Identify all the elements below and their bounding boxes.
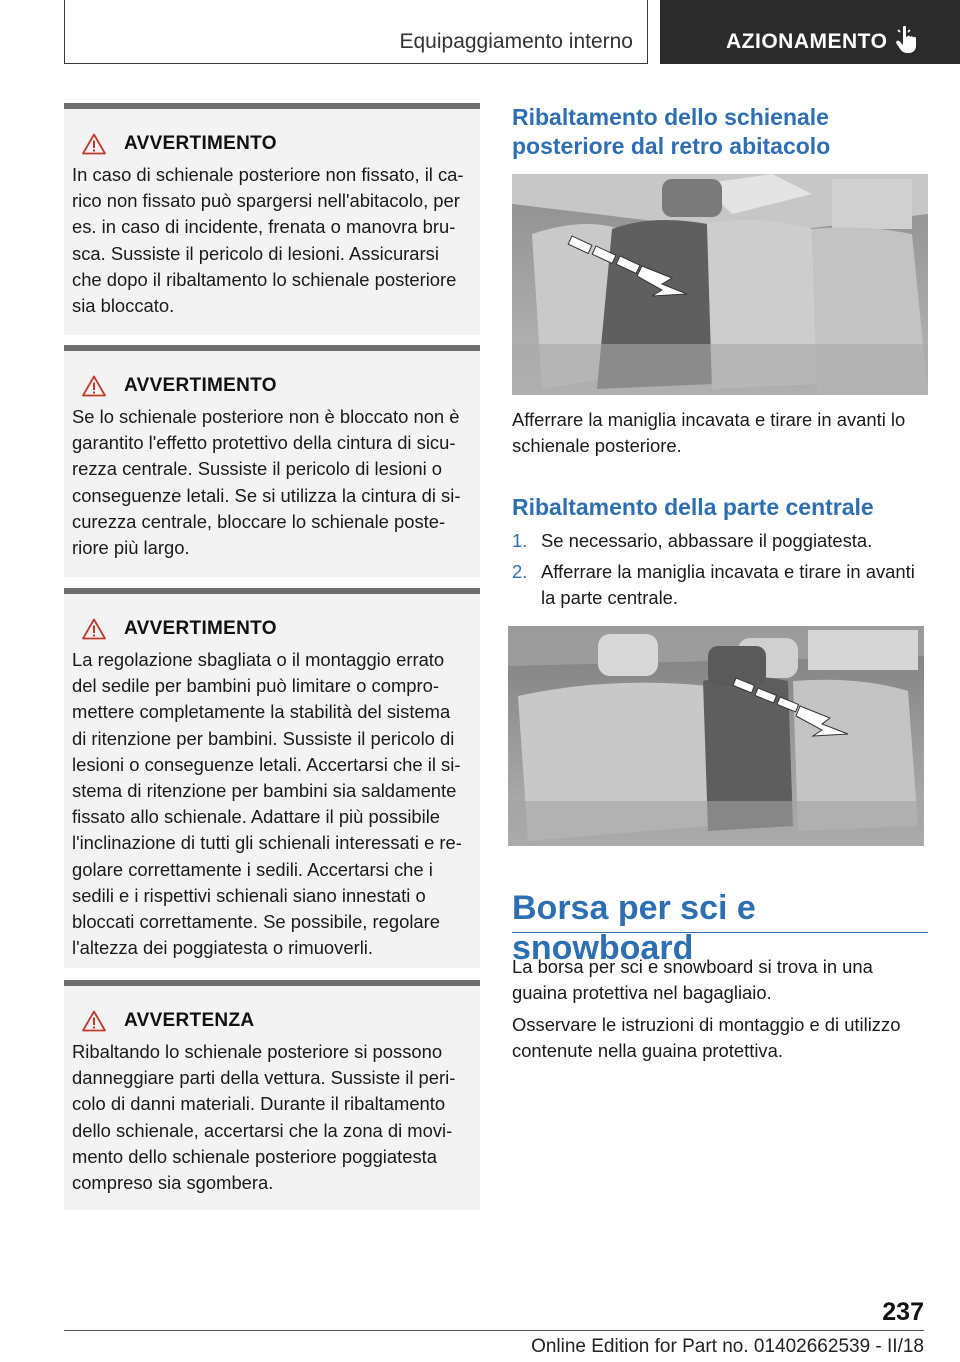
step-number: 1. <box>512 530 528 551</box>
list-item <box>512 559 932 611</box>
warning-triangle-icon <box>82 133 106 155</box>
warning-triangle-icon <box>82 1010 106 1032</box>
warning-triangle-icon <box>82 618 106 640</box>
list-item <box>512 528 932 554</box>
rear-backrest-photo <box>512 174 928 395</box>
footer-edition: Online Edition for Part no. 01402662539 - II/18 <box>531 1336 924 1357</box>
warning-box-1 <box>64 103 480 335</box>
page-title-ski-bag: Borsa per sci e snowboard <box>512 888 928 933</box>
header-section-tab <box>64 0 648 64</box>
header-chapter-tab <box>660 0 960 64</box>
warning-triangle-icon <box>82 375 106 397</box>
warning-text: In caso di schienale posteriore non fissato, il ca- rico non fissato può spargersi nell'abitacolo, per es. in caso di incidente, frenata o manovra bru- sca. Sussiste il pericolo di lesioni. Assicurarsi che dopo il ribaltamento lo schienale posteriore sia bloccato. <box>72 164 464 317</box>
warning-box-2 <box>64 345 480 577</box>
warning-title: AVVERTIMENTO <box>124 375 277 396</box>
center-section-photo <box>508 626 924 846</box>
step-text: Afferrare la maniglia incavata e tirare in avanti la parte centrale. <box>541 561 915 608</box>
warning-text: Ribaltando lo schienale posteriore si possono danneggiare parti della vettura. Sussiste il peri- colo di danni materiali. Durante il ribaltamento dello schienale, accertarsi che la zona di movi- mento dello schienale posteriore poggiatesta compreso sia sgombera. <box>72 1041 456 1194</box>
section-heading-rear-backrest: Ribaltamento dello schienale posteriore dal retro abitacolo <box>512 104 831 159</box>
header-section-title: Equipaggiamento interno <box>399 30 633 53</box>
warning-title: AVVERTENZA <box>124 1010 255 1031</box>
warning-box-3 <box>64 588 480 968</box>
header-chapter-title: AZIONAMENTO <box>726 30 888 53</box>
section1-text: Afferrare la maniglia incavata e tirare in avanti lo schienale posteriore. <box>512 409 906 456</box>
step-list <box>512 528 932 616</box>
warning-box-4 <box>64 980 480 1210</box>
warning-title: AVVERTIMENTO <box>124 133 277 154</box>
warning-text: La regolazione sbagliata o il montaggio errato del sedile per bambini può limitare o compro- mettere completamente la stabilità del sistema di ritenzione per bambini. Sussiste il pericolo di lesioni o conseguenze letali. Accertarsi che il si- stema di ritenzione per bambini sia saldamente fissato allo schienale. Adattare il più possibile l'inclinazione di tutti gli schienali interessati e re- golare correttamente i sedili. Accertarsi che i sedili e i rispettivi schienali siano innestati o bloccati correttamente. Se possibile, regolare l'altezza dei poggiatesta o rimuoverli. <box>72 649 462 959</box>
section-heading-center-part: Ribaltamento della parte centrale <box>512 494 874 520</box>
step-text: Se necessario, abbassare il poggiatesta. <box>541 530 873 551</box>
step-number: 2. <box>512 561 528 582</box>
warning-text: Se lo schienale posteriore non è bloccato non è garantito l'effetto protettivo della cintura di sicu- rezza centrale. Sussiste il pericolo di lesioni o conseguenze letali. Se si utilizza la cintura di si- curezza centrale, bloccare lo schienale poste- riore più largo. <box>72 406 461 559</box>
section3-paragraph-2: Osservare le istruzioni di montaggio e di utilizzo contenute nella guaina protettiva. <box>512 1014 901 1061</box>
section3-paragraph-1: La borsa per sci e snowboard si trova in una guaina protettiva nel bagagliaio. <box>512 956 873 1003</box>
page-number: 237 <box>882 1298 924 1326</box>
warning-title: AVVERTIMENTO <box>124 618 277 639</box>
footer-divider <box>64 1330 924 1331</box>
hand-pointer-icon <box>894 25 922 55</box>
